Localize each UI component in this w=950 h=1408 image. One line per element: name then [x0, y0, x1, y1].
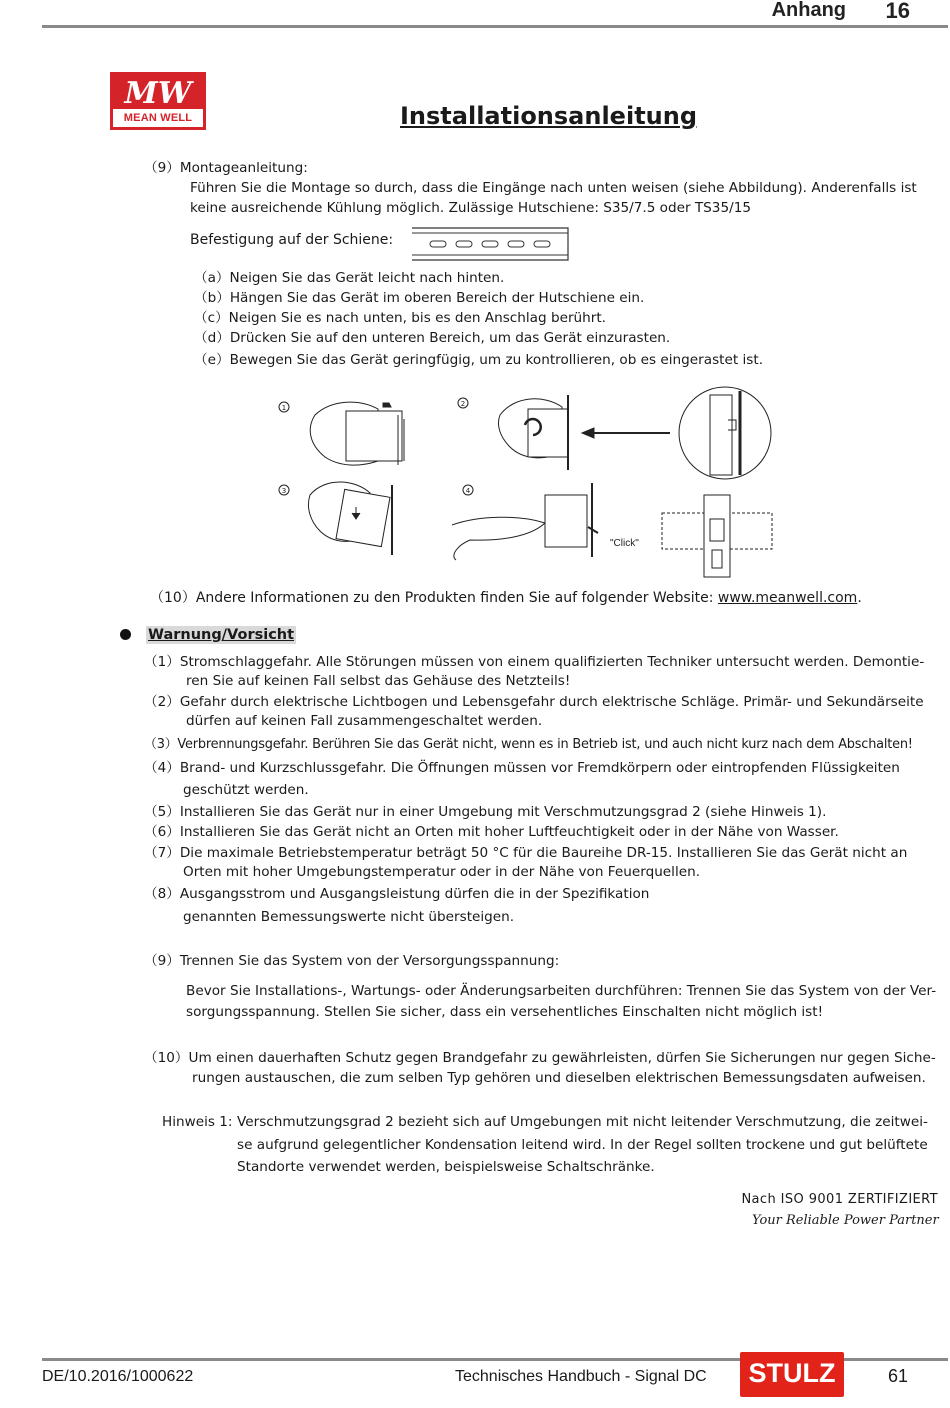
warning-item-cont: ren Sie auf keinen Fall selbst das Gehäuse des Netzteils! [186, 673, 571, 689]
warning-item-cont: Bevor Sie Installations-, Wartungs- oder Änderungsarbeiten durchführen: Trennen Sie das System von der Ver- [186, 983, 937, 999]
warning-item-cont: rungen austauschen, die zum selben Typ gehören und dieselben elektrischen Bemessungsdaten aufweisen. [192, 1070, 926, 1086]
svg-text:2: 2 [460, 400, 466, 408]
warning-item: （1）Stromschlaggefahr. Alle Störungen müssen von einem qualifizierten Techniker untersucht werden. Demontie- [144, 654, 925, 670]
note-label: Hinweis 1: [162, 1114, 233, 1130]
footer-page-number: 61 [888, 1366, 909, 1386]
warning-item: （10）Um einen dauerhaften Schutz gegen Brandgefahr zu gewährleisten, dürfen Sie Sicherungen nur gegen Siche- [144, 1050, 936, 1066]
svg-text:3: 3 [281, 487, 287, 495]
footer-manual-title: Technisches Handbuch - Signal DC [455, 1368, 707, 1385]
warning-item-cont: geschützt werden. [183, 782, 309, 798]
header-rule [42, 25, 948, 28]
svg-text:4: 4 [465, 487, 471, 495]
step-item: （d）Drücken Sie auf den unteren Bereich, um das Gerät einzurasten. [194, 330, 671, 346]
mw-monogram-icon [113, 75, 203, 109]
svg-text:"Click": "Click" [610, 538, 639, 549]
finger-icon [452, 517, 545, 560]
logo-monogram-band [113, 75, 203, 109]
din-rail-icon [410, 226, 570, 262]
arrow-left-icon [582, 428, 594, 438]
warning-item: （4）Brand- und Kurzschlussgefahr. Die Öffnungen müssen vor Fremdkörpern oder eintropfenden Flüssigkeiten [144, 760, 900, 776]
step-item: （b）Hängen Sie das Gerät im oberen Bereich der Hutschiene ein. [194, 290, 645, 306]
section-title: Anhang [771, 0, 846, 21]
stulz-logo [740, 1352, 844, 1397]
more-info: （10）Andere Informationen zu den Produkten finden Sie auf folgender Website: www.meanwell.com. [150, 590, 862, 606]
warning-item-cont: Orten mit hoher Umgebungstemperatur oder in der Nähe von Feuerquellen. [183, 864, 701, 880]
step-item: （a）Neigen Sie das Gerät leicht nach hinten. [194, 270, 505, 286]
warning-item: （6）Installieren Sie das Gerät nicht an Orten mit hoher Luftfeuchtigkeit oder in der Nähe von Wasser. [144, 824, 839, 840]
warning-item: （7）Die maximale Betriebstemperatur beträgt 50 °C für die Baureihe DR-15. Installieren Sie das Gerät nicht an [144, 845, 908, 861]
slogan: Your Reliable Power Partner [752, 1213, 939, 1228]
warning-item: （8）Ausgangsstrom und Ausgangsleistung dürfen die in der Spezifikation [144, 886, 650, 902]
svg-text:1: 1 [281, 404, 287, 412]
mounting-heading: （9）Montageanleitung: [144, 160, 308, 176]
stulz-logo-text: STULZ [748, 1358, 836, 1388]
warning-item-cont: genannten Bemessungswerte nicht übersteigen. [183, 909, 515, 925]
footer-doc-id: DE/10.2016/1000622 [42, 1368, 194, 1385]
step-item: （c）Neigen Sie es nach unten, bis es den Anschlag berührt. [194, 310, 607, 326]
logo-brand-name: MEAN WELL [123, 112, 193, 124]
mounting-text-line: keine ausreichende Kühlung möglich. Zulässige Hutschiene: S35/7.5 oder TS35/15 [190, 200, 751, 216]
iso-certification: Nach ISO 9001 ZERTIFIZIERT [741, 1192, 938, 1207]
warning-item: （2）Gefahr durch elektrische Lichtbogen und Lebensgefahr durch elektrische Schläge. Primär- und Sekundärseite [144, 694, 924, 710]
warning-item: （3）Verbrennungsgefahr. Berühren Sie das Gerät nicht, wenn es in Betrieb ist, und auch nicht kurz nach dem Abschalten! [144, 737, 913, 752]
warning-item-cont: sorgungsspannung. Stellen Sie sicher, dass ein versehentliches Einschalten nicht möglich ist! [186, 1004, 824, 1020]
meanwell-logo [110, 72, 206, 130]
warning-item-cont: dürfen auf keinen Fall zusammengeschaltet werden. [186, 713, 543, 729]
rail-label: Befestigung auf der Schiene: [190, 232, 394, 248]
section-page-number: 16 [885, 0, 910, 23]
note-line: Standorte verwendet werden, beispielsweise Schaltschränke. [237, 1159, 655, 1175]
note-line: se aufgrund gelegentlicher Kondensation leitend wird. In der Regel sollten trockene und gut belüftete [237, 1137, 928, 1153]
meanwell-website-link[interactable]: www.meanwell.com [717, 590, 858, 606]
note-line: Verschmutzungsgrad 2 bezieht sich auf Umgebungen mit nicht leitender Verschmutzung, die zeitwei- [237, 1114, 928, 1130]
warning-title: Warnung/Vorsicht [148, 627, 295, 643]
page-title: Installationsanleitung [400, 102, 698, 130]
svg-text:MW: MW [124, 76, 192, 109]
bullet-icon [120, 629, 131, 640]
step-item: （e）Bewegen Sie das Gerät geringfügig, um zu kontrollieren, ob es eingerastet ist. [194, 352, 764, 368]
warning-item: （9）Trennen Sie das System von der Versorgungsspannung: [144, 953, 560, 969]
mounting-text-line: Führen Sie die Montage so durch, dass die Eingänge nach unten weisen (siehe Abbildung). Anderenfalls ist [190, 180, 917, 196]
warning-item: （5）Installieren Sie das Gerät nur in einer Umgebung mit Verschmutzungsgrad 2 (siehe Hinweis 1). [144, 804, 827, 820]
installation-figure [270, 385, 790, 585]
